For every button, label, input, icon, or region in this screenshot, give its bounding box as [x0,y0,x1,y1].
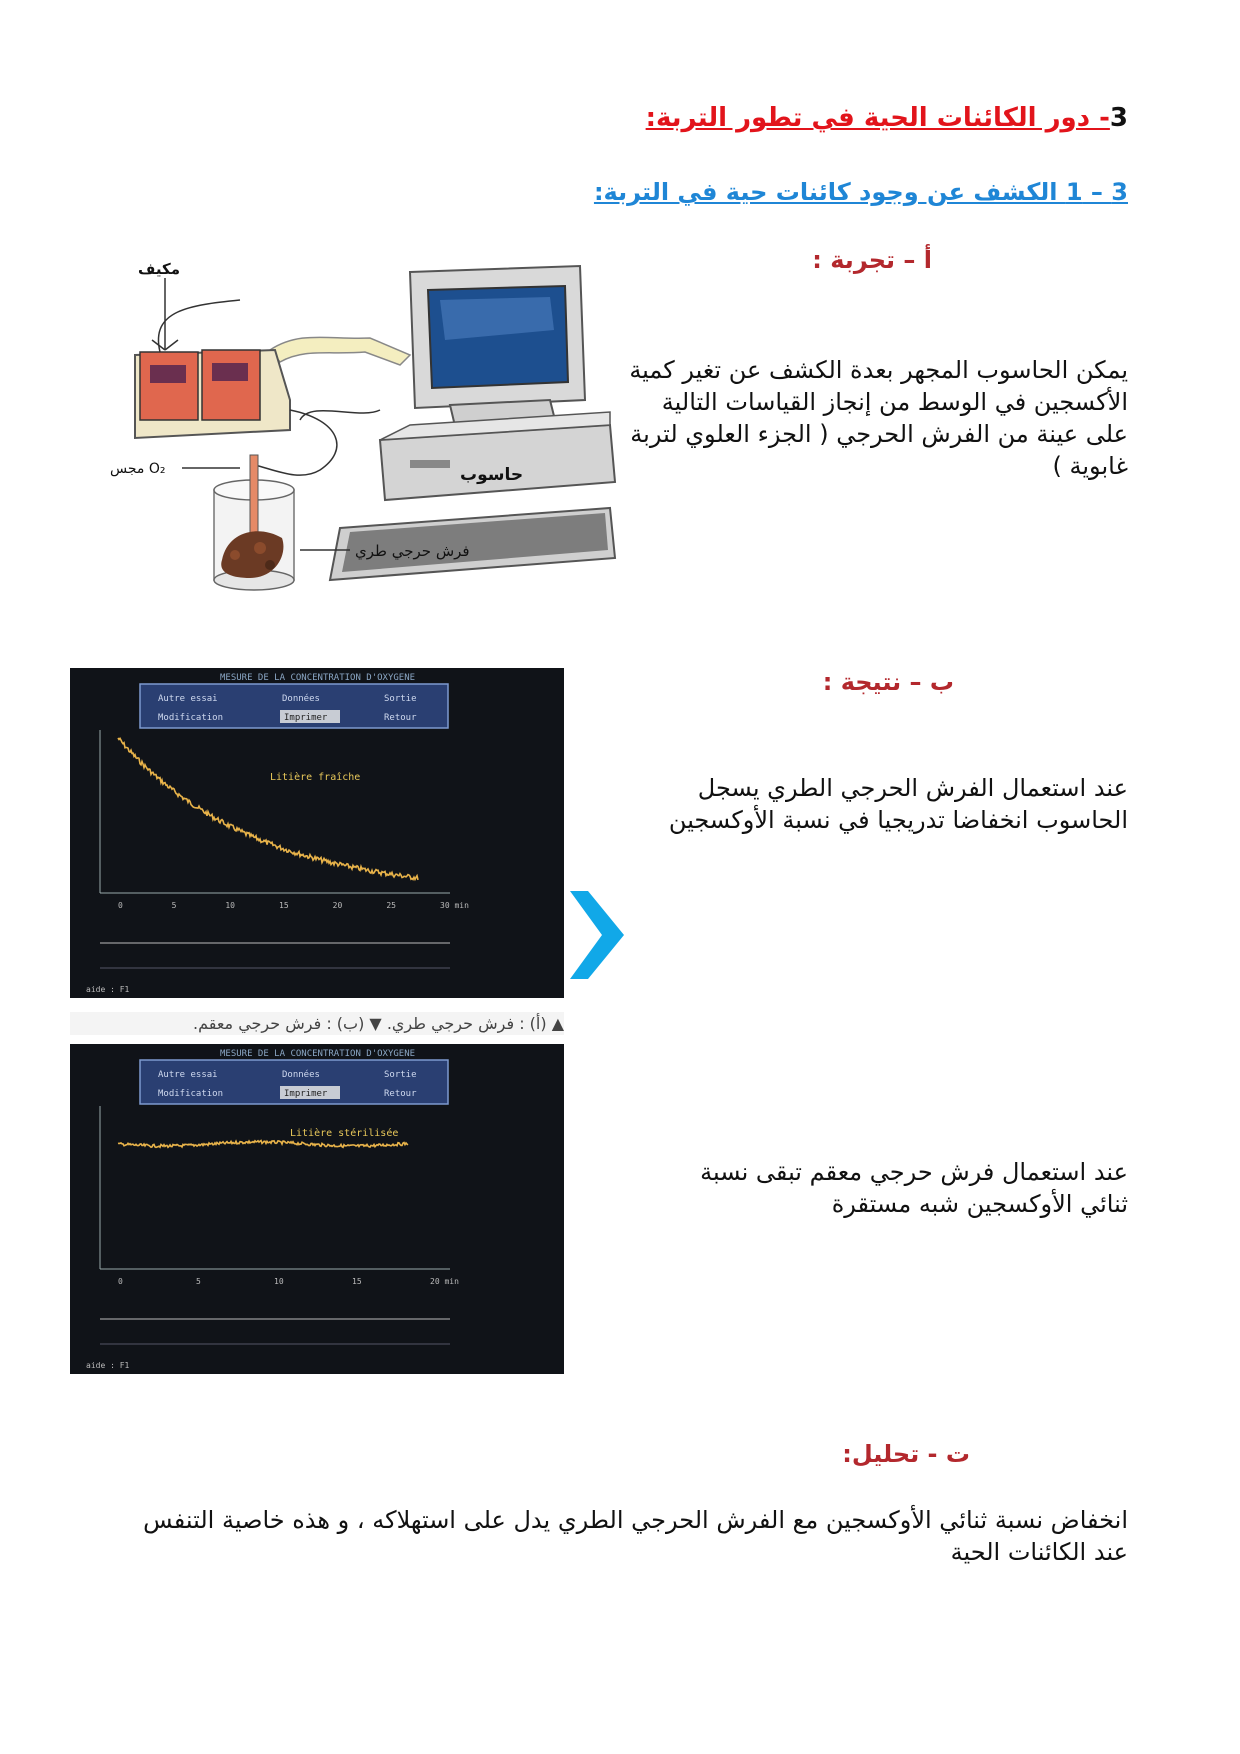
result-heading: ب – نتيجة : [822,668,954,696]
adapter-device [135,350,290,438]
ticksB-tick: 15 [352,1277,362,1286]
section-subtitle: 3 – 1 الكشف عن وجود كائنات حية في التربة: [593,178,1128,206]
screen-b-menu-2: Sortie [384,1070,417,1080]
section-number: 3 [1109,103,1128,133]
screen-a-footer: aide : F1 [86,985,130,994]
screen-a-label: Litière fraîche [270,772,361,783]
probe-label: مجس O₂ [110,461,166,477]
screen-a-menu-4: Imprimer [284,713,328,723]
screen-b-menu-5: Retour [384,1089,417,1099]
screen-a-menu-3: Modification [158,713,224,723]
screen-a-menu-5: Retour [384,713,417,723]
ticksA-tick: 15 [279,901,289,910]
analysis-heading: ت - تحليل: [842,1440,970,1468]
section-title [646,103,1128,133]
adapter-label: مكيف [138,260,180,278]
analysis-text: انخفاض نسبة ثنائي الأوكسجين مع الفرش الحرجي الطري يدل على استهلاكه ، و هذه خاصية التنفس عند الكائنات الحية [143,1506,1128,1566]
chevron-right-icon [566,885,626,985]
screen-a-menu-0: Autre essai [158,694,218,704]
ticksB-tick: 0 [118,1277,123,1286]
computer-monitor [410,266,585,426]
ticksA-tick: 10 [225,901,235,910]
ticksB-tick: 20 min [430,1277,459,1286]
ticksA-tick: 0 [118,901,123,910]
screen-b-menu-0: Autre essai [158,1070,218,1080]
section-title-text: - دور الكائنات الحية في تطور التربة: [645,103,1110,133]
cable [270,337,410,365]
screen-a-menu-2: Sortie [384,694,417,704]
screen-b-menu-3: Modification [158,1089,224,1099]
screen-b-label: Litière stérilisée [290,1128,399,1139]
result-text-sterile: عند استعمال فرش حرجي معقم تبقى نسبة ثنائي الأوكسجين شبه مستقرة [700,1158,1128,1218]
screen-b-menu-4: Imprimer [284,1089,328,1099]
screen-b-footer: aide : F1 [86,1361,130,1370]
ticksA-tick: 20 [332,901,343,910]
litter-label: فرش حرجي طري [355,542,470,560]
ticksA-tick: 5 [171,901,177,910]
experiment-heading: أ – تجربة : [812,246,932,274]
computer-label: حاسوب [460,465,524,485]
screen-b-menu-1: Données [282,1070,320,1080]
ticksA-tick: 30 min [440,901,469,910]
ticksA-tick: 25 [386,901,396,910]
oxygen-graph-sterile-litter [70,1044,564,1374]
experiment-text: يمكن الحاسوب المجهر بعدة الكشف عن تغير كمية الأكسجين في الوسط من إنجاز القياسات التالية على عينة من الفرش الحرجي ( الجزء العلوي لتربة غابوية ) [629,356,1128,480]
experiment-apparatus-figure [110,260,620,645]
soil-jar [214,455,294,590]
screen-b-header: MESURE DE LA CONCENTRATION D'OXYGENE [220,1049,416,1059]
screen-a-menu-1: Données [282,694,320,704]
ticksB-tick: 10 [274,1277,284,1286]
oxygen-graph-fresh-litter [70,668,564,998]
result-text-fresh: عند استعمال الفرش الحرجي الطري يسجل الحاسوب انخفاضا تدريجيا في نسبة الأوكسجين [668,774,1128,834]
screen-a-header: MESURE DE LA CONCENTRATION D'OXYGENE [220,673,416,683]
ticksB-tick: 5 [196,1277,201,1286]
computer-case [380,412,615,500]
figure-caption: ▲ (أ) : فرش حرجي طري. ▼ (ب) : فرش حرجي معقم. [70,1012,564,1035]
